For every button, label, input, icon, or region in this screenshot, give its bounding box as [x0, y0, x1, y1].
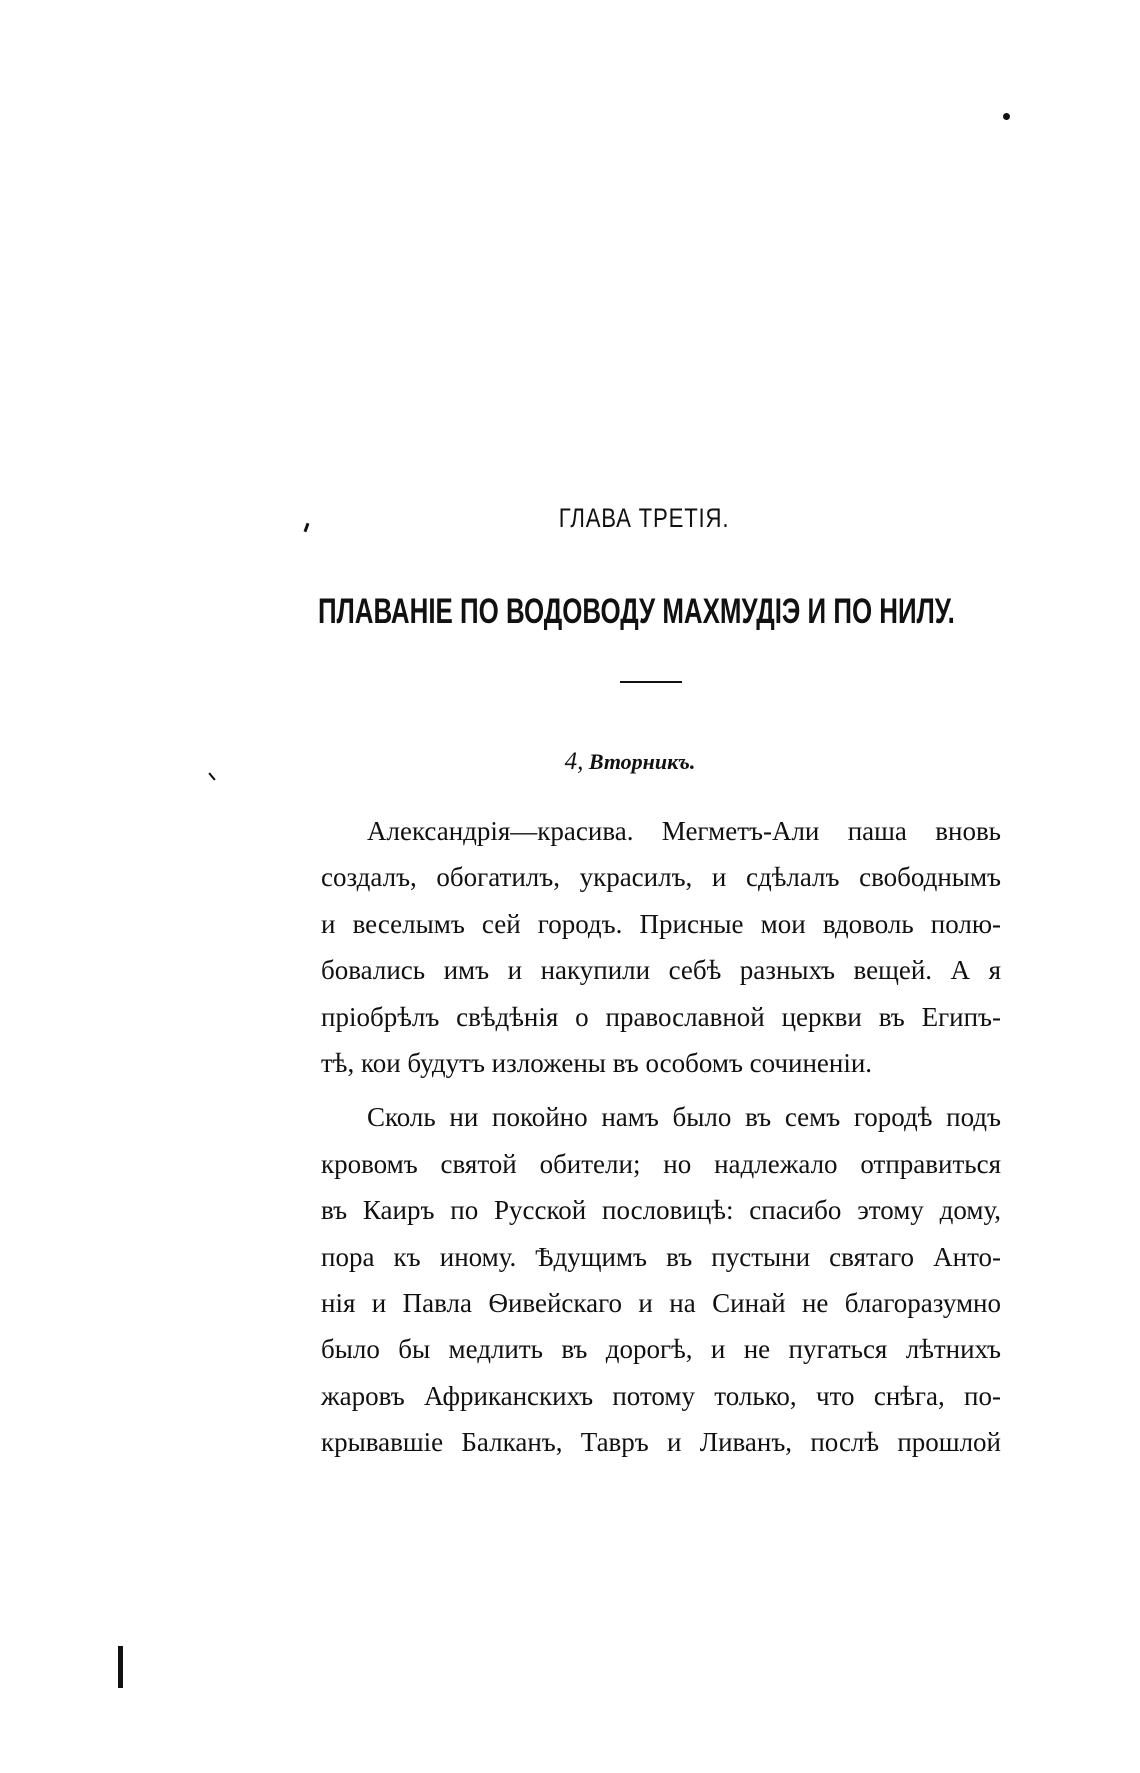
text-line: Александрія—красива. Мегметъ-Али паша вновь [367, 816, 1001, 846]
text-line: создалъ, обогатилъ, украсилъ, и сдѣлалъ свободнымъ [321, 862, 1001, 893]
scan-speck-top-right [1003, 113, 1010, 120]
title-divider [620, 681, 682, 683]
dateline-number: 4, [564, 748, 584, 775]
text-line: пріобрѣлъ свѣдѣнія о православной церкви въ Египъ- [321, 1001, 1001, 1032]
text-line: крывавшіе Балканъ, Тавръ и Ливанъ, послѣ прошлой [321, 1427, 1001, 1458]
text-line: въ Каиръ по Русской пословицѣ: спасибо этому дому, [321, 1195, 1001, 1226]
chapter-title: ПЛАВАНІЕ ПО ВОДОВОДУ МАХМУДІЭ И ПО НИЛУ. [318, 592, 955, 631]
text-line: тѣ, кои будутъ изложены въ особомъ сочиненіи. [321, 1047, 873, 1078]
scan-speck-bottom-left [118, 1646, 123, 1688]
dateline-weekday: Вторникъ. [588, 749, 696, 774]
paragraph [321, 808, 1001, 1086]
paragraph [321, 1094, 1001, 1465]
text-line: Сколь ни покойно намъ было въ семъ городѣ подъ [367, 1102, 1001, 1133]
body-text [321, 808, 1001, 1465]
text-line: было бы медлить въ дорогѣ, и не пугаться лѣтнихъ [321, 1334, 1001, 1365]
chapter-label: ГЛАВА ТРЕТІЯ. [558, 503, 730, 533]
text-line: нія и Павла Ѳивейскаго и на Синай не благоразумно [321, 1287, 1001, 1318]
text-line: пора къ иному. Ѣдущимъ въ пустыни святаго Анто- [321, 1241, 1001, 1272]
text-line: жаровъ Африканскихъ потому только, что снѣга, по- [321, 1380, 1001, 1411]
text-line: бовались имъ и накупили себѣ разныхъ вещей. А я [321, 955, 1001, 986]
text-line: и веселымъ сей городъ. Присные мои вдоволь полю- [321, 908, 1001, 939]
dateline [60, 748, 1140, 776]
text-line: кровомъ святой обители; но надлежало отправиться [321, 1148, 1001, 1179]
